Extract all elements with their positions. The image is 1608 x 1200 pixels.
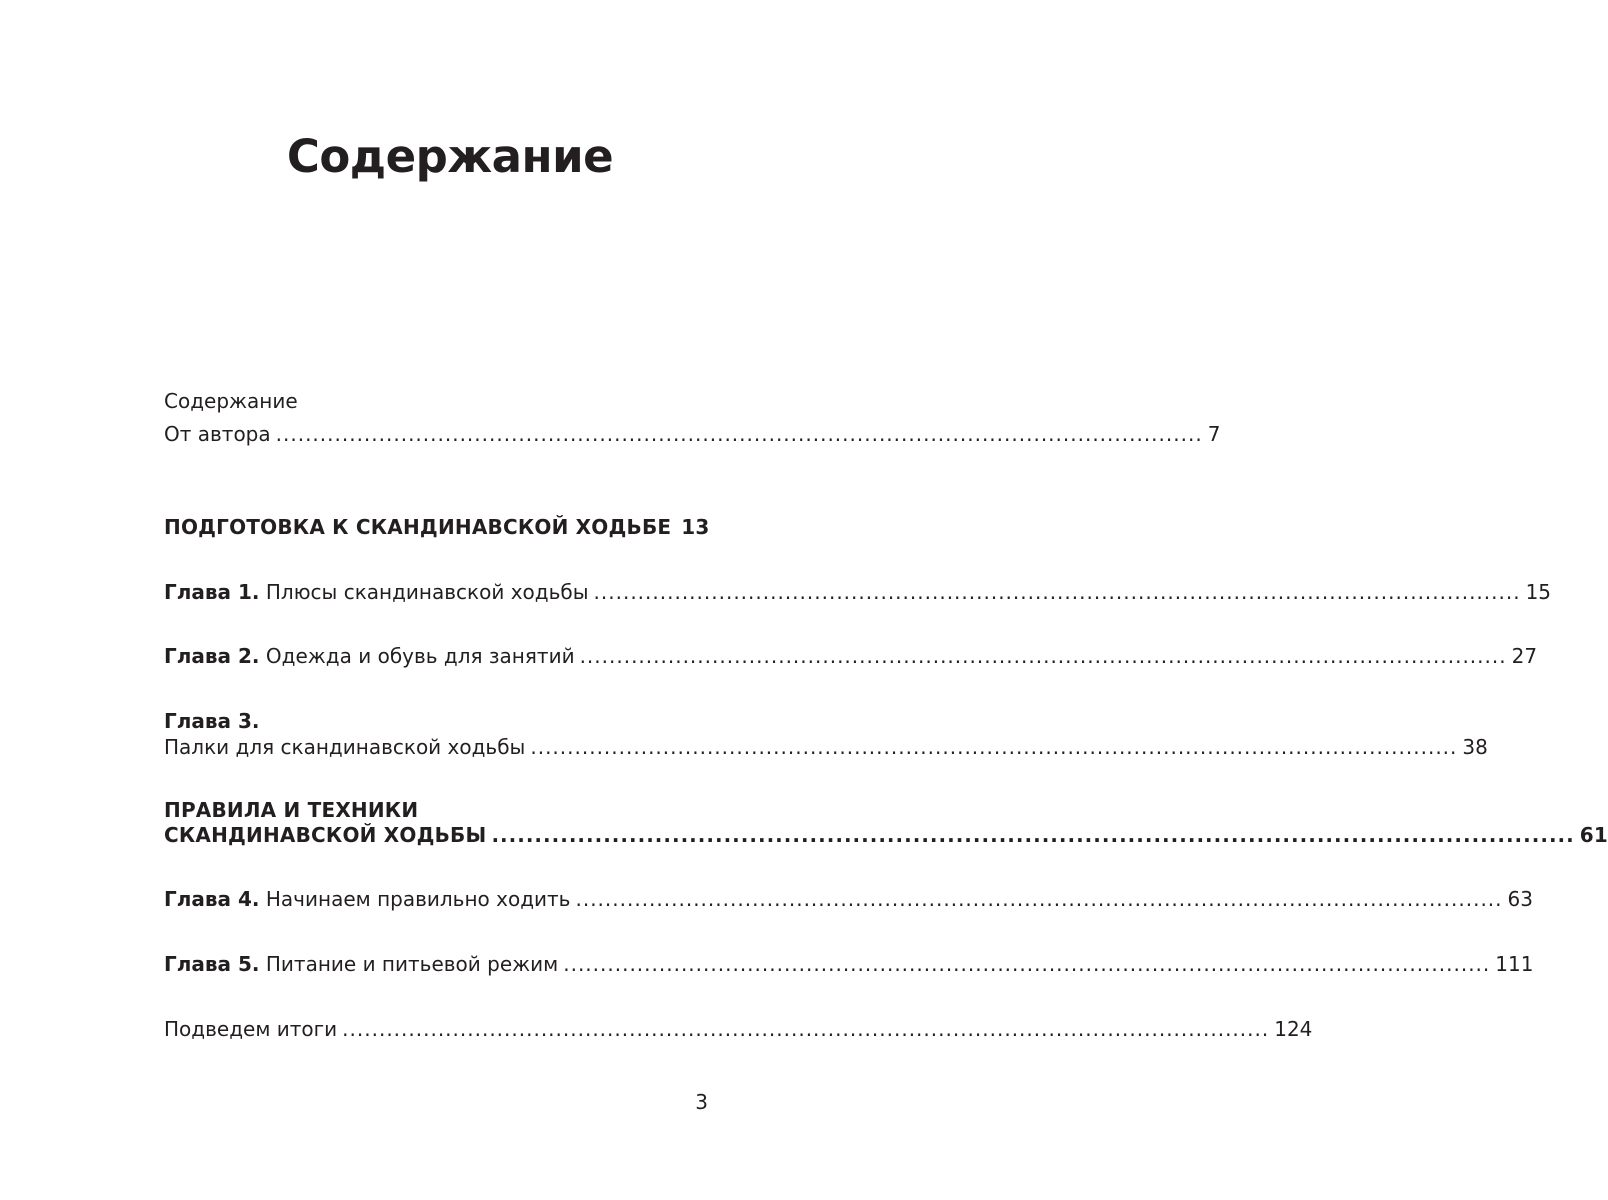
dot-leader: .............................................................................................................................. [275,422,1203,446]
page-title: Содержание [286,130,614,183]
chapter-title: Плюсы скандинавской ходьбы [265,580,589,604]
dot-leader: .............................................................................................................................. [563,952,1491,976]
chapter-title: Палки для скандинавской ходьбы [164,735,526,759]
toc-entry-page: 63 [1507,887,1533,911]
toc-entry-page: 124 [1274,1017,1313,1041]
toc-chapter-4[interactable] [164,882,1533,916]
chapter-title: Начинаем правильно ходить [265,887,571,911]
toc-entry-page: 111 [1495,952,1534,976]
chapter-prefix: Глава 5. [164,952,260,976]
toc-part-label: СКАНДИНАВСКОЙ ХОДЬБЫ [164,823,487,847]
chapter-prefix: Глава 3. [164,709,260,733]
toc-chapter-3[interactable] [164,730,1488,764]
toc-entry-page: 38 [1462,735,1488,759]
toc-entry-page: 27 [1511,644,1538,668]
toc-entry-label: От автора [164,422,271,446]
toc-entry-label [164,947,558,981]
toc-part-rules-line1[interactable]: ПРАВИЛА И ТЕХНИКИ [164,798,419,822]
chapter-prefix: Глава 2. [164,644,260,668]
chapter-title: Питание и питьевой режим [265,952,559,976]
chapter-title: Одежда и обувь для занятий [265,644,575,668]
toc-chapter-5[interactable] [164,947,1534,981]
toc-part-preparation[interactable] [164,510,710,544]
toc-part-page: 13 [681,515,710,539]
toc-entry-page: 15 [1525,580,1552,604]
toc-entry-label [164,575,589,609]
toc-entry-label [164,639,575,673]
dot-leader: .............................................................................................................................. [530,735,1458,759]
toc-chapter-2[interactable] [164,639,1538,673]
toc-entry-page: 7 [1207,422,1221,446]
toc-entry-label: Подведем итоги [164,1017,338,1041]
chapter-prefix: Глава 4. [164,887,260,911]
toc-part-page: 61 [1579,823,1608,847]
toc-chapter-1[interactable] [164,575,1552,609]
page-number: 3 [695,1090,708,1114]
dot-leader: .............................................................................................................................. [342,1017,1270,1041]
dot-leader: .............................................................................................................................. [593,580,1521,604]
dot-leader: .............................................................................................................................. [579,644,1507,668]
chapter-prefix: Глава 1. [164,580,260,604]
toc-heading: Содержание [164,389,298,413]
toc-part-rules[interactable] [164,818,1608,852]
dot-leader: .............................................................................................................................. [491,823,1575,847]
toc-entry-label [164,882,570,916]
toc-part-label: ПОДГОТОВКА К СКАНДИНАВСКОЙ ХОДЬБЕ [164,515,672,539]
dot-leader: .............................................................................................................................. [575,887,1503,911]
toc-entry-author[interactable] [164,417,1221,451]
toc-entry-summary[interactable] [164,1012,1313,1046]
